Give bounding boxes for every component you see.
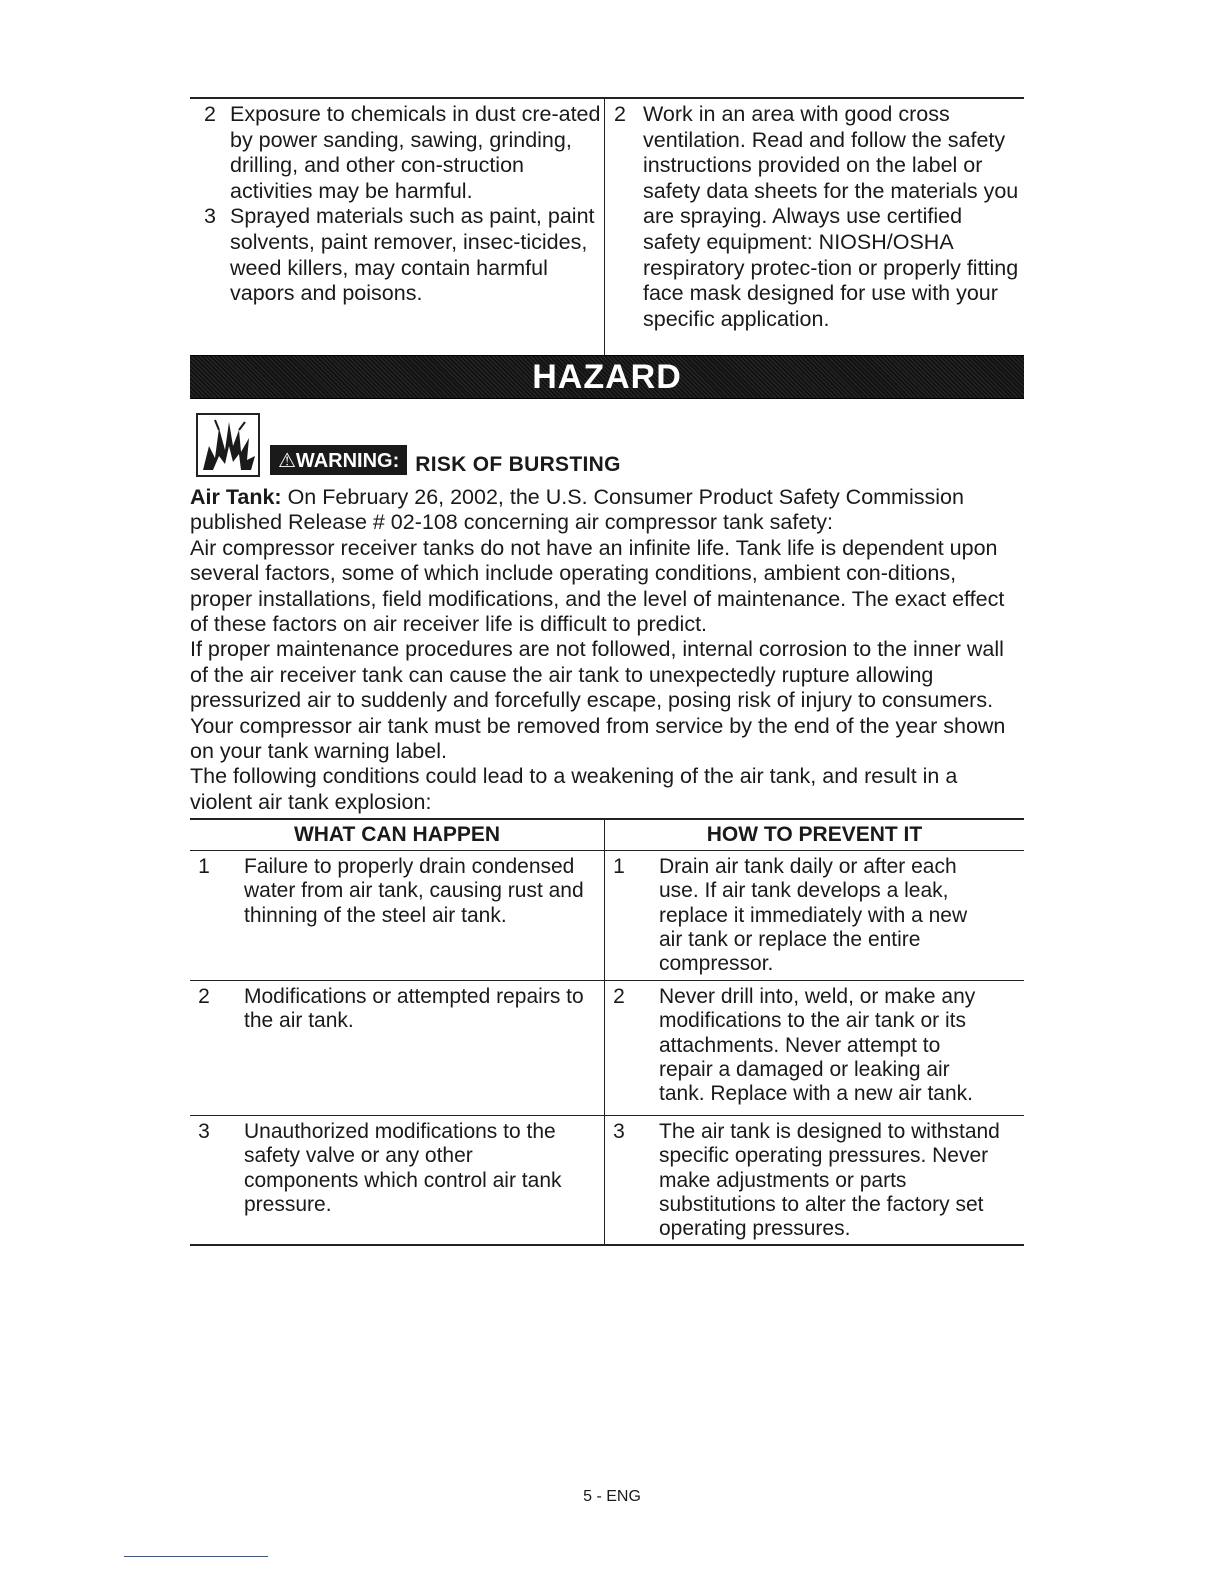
list-item (190, 204, 604, 306)
happen-cell (190, 1116, 605, 1244)
paragraph-text: On February 26, 2002, the U.S. Consumer Product Safety Commission published Release # 02-108 concerning air compressor tank safety: (190, 485, 964, 535)
warning-title: RISK OF BURSTING (415, 453, 621, 476)
happen-text: Modifications or attempted repairs to the air tank. (244, 985, 584, 1033)
row-number: 3 (613, 1120, 625, 1144)
row-number: 3 (198, 1120, 210, 1144)
prevent-text: The air tank is designed to withstand specific operating pressures. Never make adjustments or parts substitutions to alter the factory set operating pressures. (659, 1120, 1000, 1241)
precaution-column (605, 99, 1024, 355)
paragraph: Air compressor receiver tanks do not have an infinite life. Tank life is dependent upon several factors, some of which include operating conditions, ambient con-ditions, proper installations, field modifications, and the level of maintenance. The exact effect of these factors on air receiver life is difficult to predict. (190, 535, 1005, 637)
warning-header (190, 405, 1024, 477)
item-text: Sprayed materials such as paint, paint solvents, paint remover, insec-ticides, weed killers, may contain harmful vapors and poisons. (230, 204, 595, 306)
paragraph: The following conditions could lead to a weakening of the air tank, and result in a violent air tank explosion: (190, 764, 958, 814)
prevention-table (190, 818, 1024, 1246)
manual-page (190, 97, 1024, 1246)
header-how-to-prevent: HOW TO PREVENT IT (706, 823, 923, 847)
header-what-can-happen: WHAT CAN HAPPEN (190, 820, 605, 850)
hazard-precaution-table (190, 97, 1024, 355)
happen-cell (190, 851, 605, 980)
row-number: 1 (613, 855, 625, 879)
list-item (605, 102, 1024, 332)
warning-body (190, 485, 1024, 815)
hazard-label: HAZARD (532, 357, 682, 396)
prevent-cell (605, 981, 1024, 1115)
prevent-cell (605, 1116, 1024, 1244)
lead-label: Air Tank: (190, 485, 282, 509)
row-number: 2 (198, 985, 210, 1009)
footer-divider (124, 1556, 268, 1557)
happen-text: Unauthorized modifications to the safety valve or any other components which control air tank pressure. (244, 1120, 562, 1216)
table-row (190, 851, 1024, 980)
paragraph: If proper maintenance procedures are not followed, internal corrosion to the inner wall of the air receiver tank can cause the air tank to unexpectedly rupture allowing pressurized air to suddenly and forcefully escape, posing risk of injury to consumers. (190, 637, 1004, 713)
hazard-column (190, 99, 605, 355)
row-number: 1 (198, 855, 210, 879)
page-number: 5 - ENG (583, 1488, 641, 1505)
table-header (190, 820, 1024, 851)
warning-badge: ⚠WARNING: (270, 445, 407, 475)
item-number: 3 (204, 204, 216, 229)
item-number: 2 (204, 102, 216, 126)
prevent-cell (605, 851, 1024, 980)
item-text: Exposure to chemicals in dust cre-ated by power sanding, sawing, grinding, drilling, and other con-struction activities may be harmful. (230, 102, 601, 203)
list-item (190, 102, 604, 204)
item-text: Work in an area with good cross ventilation. Read and follow the safety instructions provided on the label or safety data sheets for the materials you are spraying. Always use certified safety equipment: NIOSH/OSHA respiratory protec-tion or properly fitting face mask designed for use with your specific application. (643, 102, 1019, 331)
prevent-text: Drain air tank daily or after each use. If air tank develops a leak, replace it immediately with a new air tank or replace the entire compressor. (659, 855, 968, 976)
item-number: 2 (614, 102, 626, 126)
prevent-text: Never drill into, weld, or make any modifications to the air tank or its attachments. Never attempt to repair a damaged or leaking air tank. Replace with a new air tank. (659, 985, 976, 1106)
table-row (190, 980, 1024, 1115)
paragraph (190, 485, 1024, 536)
table-row (190, 1115, 1024, 1244)
explosion-icon (196, 413, 260, 477)
happen-cell (190, 981, 605, 1115)
happen-text: Failure to properly drain condensed water from air tank, causing rust and thinning of the steel air tank. (244, 855, 584, 927)
paragraph: Your compressor air tank must be removed from service by the end of the year shown on your tank warning label. (190, 713, 1006, 764)
hazard-banner (190, 355, 1024, 399)
row-number: 2 (613, 985, 625, 1009)
